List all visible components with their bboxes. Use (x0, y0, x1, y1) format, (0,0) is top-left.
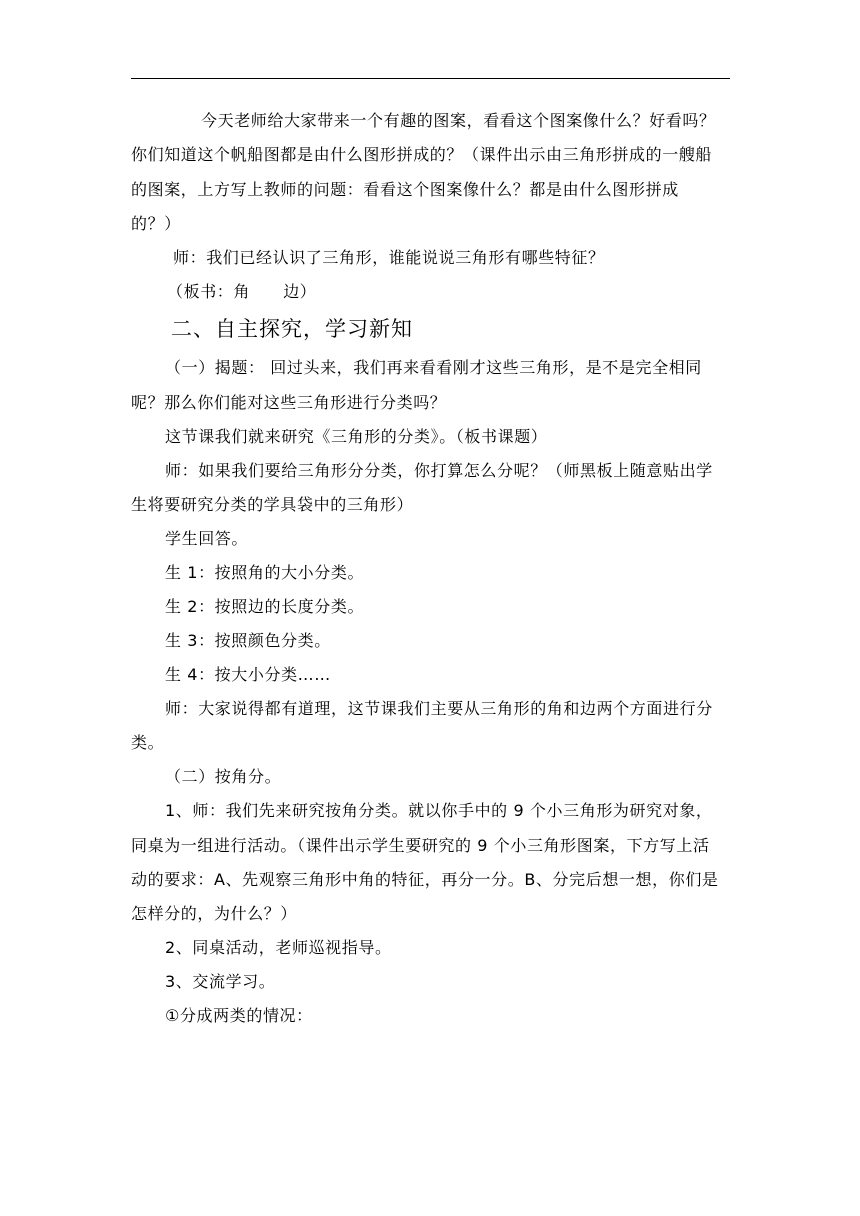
list-item: 生 4：按大小分类…… (165, 665, 331, 684)
paragraph-line: 2、同桌活动，老师巡视指导。 (165, 938, 392, 957)
paragraph-line: 师：大家说得都有道理，这节课我们主要从三角形的角和边两个方面进行分 (165, 699, 713, 718)
list-item: 生 2：按照边的长度分类。 (165, 597, 365, 616)
paragraph-line: 师：我们已经认识了三角形，谁能说说三角形有哪些特征？ (173, 248, 605, 267)
paragraph-line: 类。 (131, 733, 165, 752)
paragraph-line: 今天老师给大家带来一个有趣的图案，看看这个图案像什么？好看吗？ (201, 111, 716, 130)
paragraph-line: 你们知道这个帆船图都是由什么图形拼成的？（课件出示由三角形拼成的一艘船 (131, 145, 713, 164)
subsection-heading: （二）按角分。 (165, 767, 282, 786)
section-heading: 二、自主探究，学习新知 (171, 317, 413, 341)
paragraph-line: 3、交流学习。 (165, 972, 276, 991)
paragraph-line: 生将要研究分类的学具袋中的三角形） (131, 495, 414, 514)
paragraph-line: ①分成两类的情况： (165, 1006, 313, 1025)
paragraph-line: 呢？那么你们能对这些三角形进行分类吗？ (131, 393, 447, 412)
list-item: 生 1：按照角的大小分类。 (165, 563, 365, 582)
paragraph-line: 怎样分的，为什么？） (131, 904, 298, 923)
paragraph-line: 这节课我们就来研究《三角形的分类》。（板书课题） (165, 427, 548, 446)
board-note: （板书：角 边） (167, 282, 317, 301)
paragraph-line: 学生回答。 (165, 529, 249, 548)
header-rule (131, 78, 730, 79)
paragraph-line: 的图案，上方写上教师的问题：看看这个图案像什么？都是由什么图形拼成 (131, 180, 679, 199)
paragraph-line: 同桌为一组进行活动。（课件出示学生要研究的 9 个小三角形图案，下方写上活 (131, 836, 710, 855)
list-item: 生 3：按照颜色分类。 (165, 631, 331, 650)
paragraph-line: （一）揭题： 回过头来，我们再来看看刚才这些三角形，是不是完全相同 (165, 358, 702, 377)
paragraph-line: 1、师：我们先来研究按角分类。就以你手中的 9 个小三角形为研究对象， (165, 801, 713, 820)
paragraph-line: 的？） (131, 214, 181, 233)
paragraph-line: 动的要求：A、先观察三角形中角的特征，再分一分。B、分完后想一想，你们是 (131, 870, 719, 889)
paragraph-line: 师：如果我们要给三角形分分类，你打算怎么分呢？（师黑板上随意贴出学 (165, 461, 713, 480)
